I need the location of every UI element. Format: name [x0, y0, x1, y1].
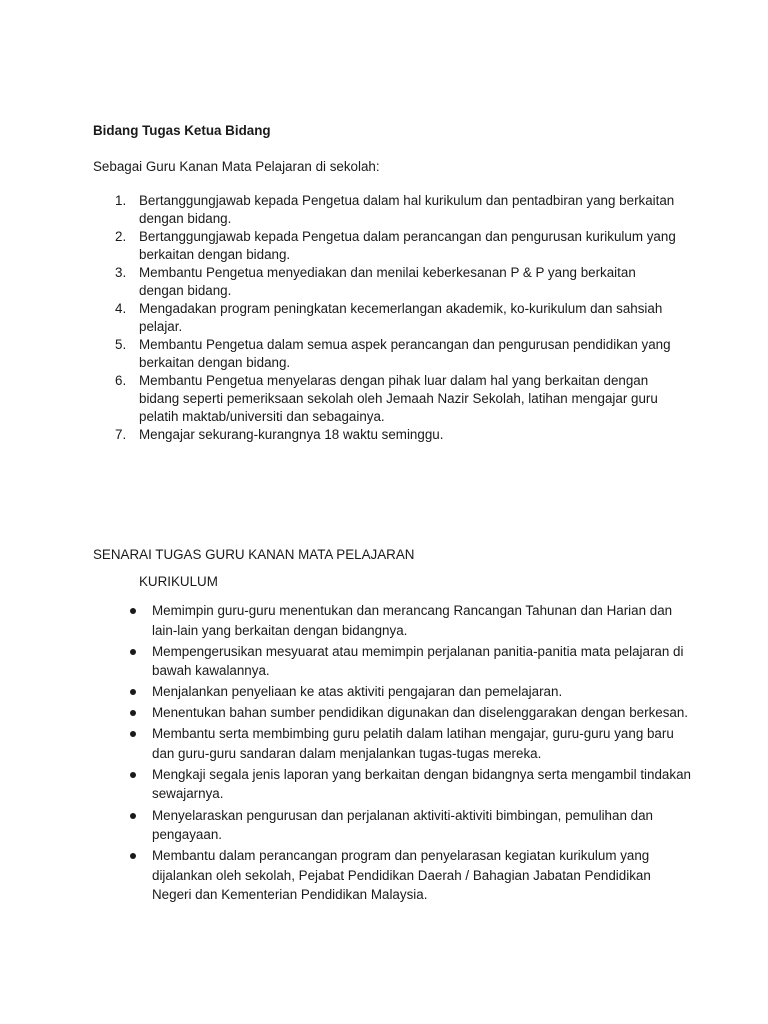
bullet-icon — [130, 710, 136, 716]
list-item — [93, 601, 693, 640]
list-item — [93, 846, 693, 905]
list-item-text: Memimpin guru-guru menentukan dan merancang Rancangan Tahunan dan Harian dan lain-lain yang berkaitan dengan bidangnya. — [152, 603, 673, 638]
list-item-text: Bertanggungjawab kepada Pengetua dalam hal kurikulum dan pentadbiran yang berkaitan dengan bidang. — [139, 193, 675, 226]
list-item — [93, 228, 683, 264]
list-number: 7. — [115, 427, 127, 442]
list-item-text: Membantu Pengetua menyelaras dengan pihak luar dalam hal yang berkaitan dengan bidang seperti pemeriksaan sekolah oleh Jemaah Nazir Sekolah, latihan mengajar guru pelatih maktab/universiti dan sebagainya. — [139, 373, 658, 424]
list-number: 2. — [115, 229, 127, 244]
section-subtitle: KURIKULUM — [139, 574, 218, 589]
list-item — [93, 192, 683, 228]
list-item — [93, 765, 693, 804]
list-item-text: Mengajar sekurang-kurangnya 18 waktu seminggu. — [139, 427, 444, 442]
list-item — [93, 724, 693, 763]
list-number: 3. — [115, 265, 127, 280]
list-item — [93, 806, 693, 845]
bullet-icon — [130, 853, 136, 859]
duties-numbered-list — [93, 192, 683, 444]
section-title: SENARAI TUGAS GURU KANAN MATA PELAJARAN — [93, 547, 415, 562]
document-heading: Bidang Tugas Ketua Bidang — [93, 123, 271, 138]
list-item — [93, 372, 683, 426]
list-item — [93, 300, 683, 336]
list-item-text: Membantu dalam perancangan program dan penyelarasan kegiatan kurikulum yang dijalankan oleh sekolah, Pejabat Pendidikan Daerah / Bahagian Jabatan Pendidikan Negeri dan Kementerian Pendidikan Malaysia. — [152, 848, 651, 903]
bullet-icon — [130, 649, 136, 655]
list-item — [93, 426, 683, 444]
list-item-text: Membantu Pengetua dalam semua aspek perancangan dan pengurusan pendidikan yang berkaitan dengan bidang. — [139, 337, 671, 370]
bullet-icon — [130, 813, 136, 819]
duties-bullet-list — [93, 601, 693, 906]
list-item — [93, 682, 693, 702]
list-number: 6. — [115, 373, 127, 388]
bullet-icon — [130, 689, 136, 695]
bullet-icon — [130, 731, 136, 737]
list-item-text: Membantu serta membimbing guru pelatih dalam latihan mengajar, guru-guru yang baru dan guru-guru sandaran dalam menjalankan tugas-tugas mereka. — [152, 726, 674, 761]
list-item — [93, 642, 693, 681]
intro-text: Sebagai Guru Kanan Mata Pelajaran di sekolah: — [93, 159, 380, 174]
list-item-text: Menjalankan penyeliaan ke atas aktiviti pengajaran dan pemelajaran. — [152, 684, 563, 700]
list-item — [93, 703, 693, 723]
list-item-text: Bertanggungjawab kepada Pengetua dalam perancangan dan pengurusan kurikulum yang berkaitan dengan bidang. — [139, 229, 676, 262]
list-number: 4. — [115, 301, 127, 316]
list-item-text: Menentukan bahan sumber pendidikan digunakan dan diselenggarakan dengan berkesan. — [152, 705, 689, 721]
list-number: 1. — [115, 193, 127, 208]
bullet-icon — [130, 772, 136, 778]
bullet-icon — [130, 608, 136, 614]
list-item — [93, 264, 683, 300]
list-number: 5. — [115, 337, 127, 352]
list-item-text: Menyelaraskan pengurusan dan perjalanan aktiviti-aktiviti bimbingan, pemulihan dan pengayaan. — [152, 807, 653, 843]
list-item-text: Mempengerusikan mesyuarat atau memimpin perjalanan panitia-panitia mata pelajaran di bawah kawalannya. — [152, 643, 684, 679]
list-item-text: Mengkaji segala jenis laporan yang berkaitan dengan bidangnya serta mengambil tindakan sewajarnya. — [152, 766, 691, 802]
list-item-text: Mengadakan program peningkatan kecemerlangan akademik, ko-kurikulum dan sahsiah pelajar. — [139, 301, 663, 334]
list-item — [93, 336, 683, 372]
list-item-text: Membantu Pengetua menyediakan dan menilai keberkesanan P & P yang berkaitan dengan bidang. — [139, 265, 636, 298]
